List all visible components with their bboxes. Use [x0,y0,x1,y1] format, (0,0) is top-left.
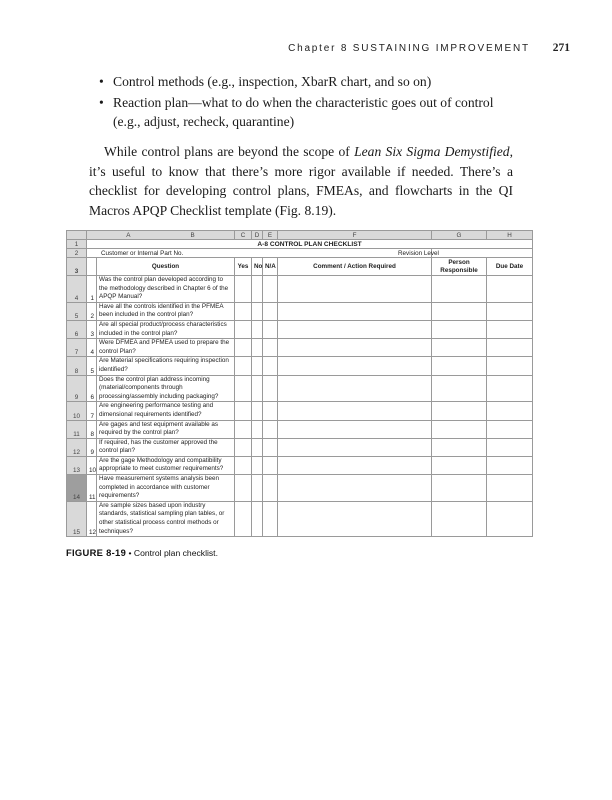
person-cell[interactable] [432,456,487,474]
person-cell[interactable] [432,339,487,357]
na-cell[interactable] [263,302,278,320]
item-number[interactable]: 6 [87,375,97,402]
yes-cell[interactable] [235,456,252,474]
na-cell[interactable] [263,320,278,338]
table-row [67,249,533,258]
item-number[interactable]: 8 [87,420,97,438]
paragraph-text: While control plans are beyond the scope of [104,144,355,159]
na-cell[interactable] [263,357,278,375]
due-date-cell[interactable] [487,339,533,357]
yes-cell[interactable] [235,475,252,502]
table-row [67,240,533,249]
question-cell[interactable]: Was the control plan developed according to the methodology described in Chapter 6 of the APQP Manual? [97,276,235,303]
na-cell[interactable] [263,501,278,536]
row-header[interactable]: 8 [67,357,87,375]
column-header[interactable]: A B [87,231,235,240]
book-title: Lean Six Sigma Demystified [354,144,510,159]
question-cell[interactable]: Were DFMEA and PFMEA used to prepare the control Plan? [97,339,235,357]
table-row [67,320,533,338]
header-row [67,258,533,276]
row-header[interactable]: 9 [67,375,87,402]
yes-cell[interactable] [235,501,252,536]
column-header[interactable]: H [487,231,533,240]
table-row [67,302,533,320]
bullet-list [96,72,516,133]
header-question[interactable]: Question [97,258,235,276]
part-number-label: Customer or Internal Part No. [101,250,184,257]
na-cell[interactable] [263,402,278,420]
due-date-cell[interactable] [487,320,533,338]
person-cell[interactable] [432,320,487,338]
list-item [96,72,516,91]
figure-caption [66,547,218,558]
item-number[interactable]: 9 [87,438,97,456]
due-date-cell[interactable] [487,438,533,456]
table-row [67,375,533,402]
control-plan-spreadsheet [66,230,532,537]
na-cell[interactable] [263,420,278,438]
item-number[interactable]: 11 [87,475,97,502]
no-cell[interactable] [252,475,263,502]
table-row [67,402,533,420]
comment-cell[interactable] [278,475,432,502]
comment-cell[interactable] [278,501,432,536]
no-cell[interactable] [252,456,263,474]
no-cell[interactable] [252,339,263,357]
table-row [67,276,533,303]
item-number[interactable]: 1 [87,276,97,303]
yes-cell[interactable] [235,357,252,375]
no-cell[interactable] [252,420,263,438]
spreadsheet-grid [66,230,533,537]
header-no[interactable]: No [252,258,263,276]
na-cell[interactable] [263,475,278,502]
table-row [67,475,533,502]
no-cell[interactable] [252,276,263,303]
question-cell[interactable]: Are Material specifications requiring inspection identified? [97,357,235,375]
running-head [0,42,570,54]
na-cell[interactable] [263,276,278,303]
table-row [67,420,533,438]
row-header[interactable]: 1 [67,240,87,249]
person-cell[interactable] [432,438,487,456]
column-header[interactable]: G [432,231,487,240]
table-row [67,357,533,375]
header-na[interactable]: N/A [263,258,278,276]
column-header[interactable]: E [263,231,278,240]
row-header[interactable]: 13 [67,456,87,474]
column-header[interactable]: C [235,231,252,240]
no-cell[interactable] [252,302,263,320]
row-header[interactable]: 2 [67,249,87,258]
due-date-cell[interactable] [487,375,533,402]
due-date-cell[interactable] [487,402,533,420]
column-header-row [67,231,533,240]
due-date-cell[interactable] [487,302,533,320]
yes-cell[interactable] [235,276,252,303]
corner-cell[interactable] [67,231,87,240]
due-date-cell[interactable] [487,420,533,438]
row-header[interactable]: 10 [67,402,87,420]
paragraph-text: , it’s useful to know that there’s more rigor available if needed. There’s a checklist for developing control plans, FMEAs, and flowcharts in the QI Macros APQP Checklist template (Fig. 8.19). [89,144,513,218]
column-header[interactable]: F [278,231,432,240]
question-cell[interactable]: Are all special product/process characteristics included in the control plan? [97,320,235,338]
revision-cell[interactable] [398,249,533,258]
comment-cell[interactable] [278,438,432,456]
table-row [67,456,533,474]
bullet-text: Reaction plan—what to do when the characteristic goes out of control (e.g., adjust, recheck, quarantine) [113,95,494,129]
question-cell[interactable]: If required, has the customer approved the control plan? [97,438,235,456]
question-cell[interactable]: Have all the controls identified in the PFMEA been included in the control plan? [97,302,235,320]
header-due-date[interactable]: Due Date [487,258,533,276]
caption-text: Control plan checklist. [133,548,218,558]
item-number[interactable]: 3 [87,320,97,338]
due-date-cell[interactable] [487,456,533,474]
due-date-cell[interactable] [487,501,533,536]
due-date-cell[interactable] [487,357,533,375]
table-row [67,501,533,536]
question-cell[interactable]: Are sample sizes based upon industry standards, statistical sampling plan tables, or other statistical process control methods or techniques? [97,501,235,536]
row-header[interactable]: 11 [67,420,87,438]
item-number[interactable]: 7 [87,402,97,420]
list-item [96,93,516,131]
figure-label: FIGURE 8-19 [66,547,127,558]
person-cell[interactable] [432,302,487,320]
no-cell[interactable] [252,501,263,536]
na-cell[interactable] [263,375,278,402]
question-cell[interactable]: Are engineering performance testing and dimensional requirements identified? [97,402,235,420]
row-header[interactable]: 14 [67,475,87,502]
body-paragraph [89,142,513,220]
no-cell[interactable] [252,375,263,402]
column-header[interactable]: D [252,231,263,240]
person-cell[interactable] [432,276,487,303]
comment-cell[interactable] [278,456,432,474]
yes-cell[interactable] [235,339,252,357]
table-row [67,339,533,357]
person-cell[interactable] [432,475,487,502]
row-header[interactable]: 6 [67,320,87,338]
comment-cell[interactable] [278,302,432,320]
row-header[interactable]: 12 [67,438,87,456]
header-person-responsible[interactable]: Person Responsible [432,258,487,276]
page-number: 271 [552,42,570,54]
header-comment[interactable]: Comment / Action Required [278,258,432,276]
comment-cell[interactable] [278,420,432,438]
comment-cell[interactable] [278,320,432,338]
bullet-icon: • [99,95,104,110]
comment-cell[interactable] [278,375,432,402]
item-number[interactable]: 10 [87,456,97,474]
no-cell[interactable] [252,320,263,338]
row-header[interactable]: 4 [67,276,87,303]
row-header[interactable]: 15 [67,501,87,536]
item-number[interactable]: 5 [87,357,97,375]
yes-cell[interactable] [235,375,252,402]
item-number[interactable]: 4 [87,339,97,357]
chapter-title: Chapter 8 SUSTAINING IMPROVEMENT [288,43,530,54]
yes-cell[interactable] [235,302,252,320]
yes-cell[interactable] [235,402,252,420]
yes-cell[interactable] [235,420,252,438]
header-yes[interactable]: Yes [235,258,252,276]
item-number[interactable]: 12 [87,501,97,536]
item-number[interactable]: 2 [87,302,97,320]
person-cell[interactable] [432,402,487,420]
checklist-title[interactable]: A-8 CONTROL PLAN CHECKLIST [87,240,533,249]
person-cell[interactable] [432,357,487,375]
row-header[interactable]: 7 [67,339,87,357]
row-header[interactable]: 3 [67,258,87,276]
no-cell[interactable] [252,438,263,456]
part-number-cell[interactable] [87,249,432,258]
person-cell[interactable] [432,375,487,402]
question-cell[interactable]: Have measurement systems analysis been completed in accordance with customer requirements? [97,475,235,502]
na-cell[interactable] [263,339,278,357]
no-cell[interactable] [252,402,263,420]
header-cell[interactable] [87,258,97,276]
person-cell[interactable] [432,420,487,438]
caption-separator: • [126,548,134,558]
question-cell[interactable]: Does the control plan address incoming (material/components through processing/assembly including packaging? [97,375,235,402]
question-cell[interactable]: Are gages and test equipment available as required by the control plan? [97,420,235,438]
table-row [67,438,533,456]
due-date-cell[interactable] [487,276,533,303]
bullet-icon: • [99,74,104,89]
na-cell[interactable] [263,456,278,474]
yes-cell[interactable] [235,320,252,338]
bullet-text: Control methods (e.g., inspection, XbarR chart, and so on) [113,74,432,89]
due-date-cell[interactable] [487,475,533,502]
question-cell[interactable]: Are the gage Methodology and compatibility appropriate to meet customer requirements? [97,456,235,474]
comment-cell[interactable] [278,339,432,357]
no-cell[interactable] [252,357,263,375]
revision-label: Revision Level [398,250,439,257]
yes-cell[interactable] [235,438,252,456]
comment-cell[interactable] [278,357,432,375]
comment-cell[interactable] [278,402,432,420]
comment-cell[interactable] [278,276,432,303]
na-cell[interactable] [263,438,278,456]
person-cell[interactable] [432,501,487,536]
row-header[interactable]: 5 [67,302,87,320]
